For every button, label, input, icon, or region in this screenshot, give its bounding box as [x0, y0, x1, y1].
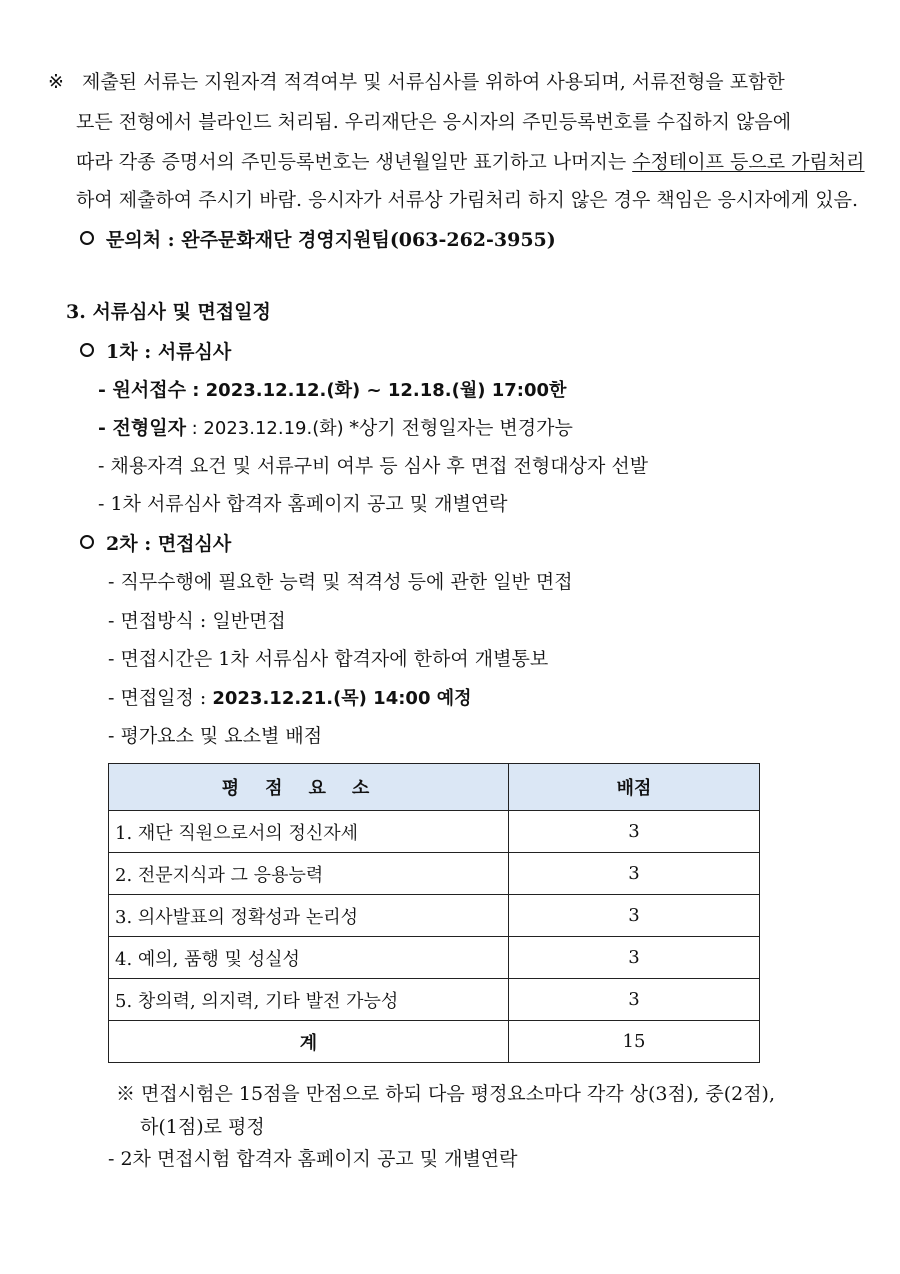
row-score: 3 — [509, 853, 760, 895]
round2-title: 2차 : 면접심사 — [106, 533, 232, 555]
round2-item-1: - 직무수행에 필요한 능력 및 적격성 등에 관한 일반 면접 — [108, 571, 573, 593]
receipt-value: : 2023.12.12.(화) ~ 12.18.(월) 17:00한 — [185, 380, 567, 401]
table-row — [109, 979, 760, 1021]
circle-bullet-icon — [80, 535, 94, 549]
interview-date-value: 2023.12.21.(목) 14:00 예정 — [212, 688, 472, 709]
header-score: 배점 — [509, 764, 760, 811]
table-row — [109, 811, 760, 853]
row-score: 3 — [509, 811, 760, 853]
notice-line-1: 제출된 서류는 지원자격 적격여부 및 서류심사를 위하여 사용되며, 서류전형을 포함한 — [81, 71, 785, 93]
notice-line-2: 모든 전형에서 블라인드 처리됨. 우리재단은 응시자의 주민등록번호를 수집하지 않음에 — [76, 111, 792, 133]
circle-bullet-icon — [80, 231, 94, 245]
notice-underlined-text: 수정테이프 등으로 가림처리 — [632, 151, 865, 173]
row-score: 3 — [509, 937, 760, 979]
exam-date-label: - 전형일자 — [98, 417, 186, 439]
reference-mark: ※ — [48, 71, 64, 93]
row-score: 3 — [509, 895, 760, 937]
round1-item-1: - 채용자격 요건 및 서류구비 여부 등 심사 후 면접 전형대상자 선발 — [98, 455, 649, 477]
table-total-row — [109, 1021, 760, 1063]
exam-date-value: : 2023.12.19.(화) — [185, 418, 350, 439]
header-item: 평점요소 — [109, 764, 509, 811]
interview-date-label: - 면접일정 : — [108, 687, 213, 709]
footnote-line-2: 하(1점)로 평정 — [140, 1116, 265, 1138]
round1-title: 1차 : 서류심사 — [106, 341, 232, 363]
round2-item-3: - 면접시간은 1차 서류심사 합격자에 한하여 개별통보 — [108, 648, 549, 670]
table-row — [109, 895, 760, 937]
score-table — [108, 763, 760, 1063]
exam-date-note: *상기 전형일자는 변경가능 — [349, 417, 573, 439]
total-label: 계 — [109, 1021, 509, 1063]
footnote-line-3: - 2차 면접시험 합격자 홈페이지 공고 및 개별연락 — [108, 1148, 518, 1170]
footnote-line-1: ※ 면접시험은 15점을 만점으로 하되 다음 평정요소마다 각각 상(3점), 중(2점), — [116, 1083, 775, 1105]
table-header-row — [109, 764, 760, 811]
receipt-label: - 원서접수 — [98, 379, 186, 401]
row-item: 2. 전문지식과 그 응용능력 — [109, 853, 509, 895]
row-item: 4. 예의, 품행 및 성실성 — [109, 937, 509, 979]
round1-item-2: - 1차 서류심사 합격자 홈페이지 공고 및 개별연락 — [98, 493, 508, 515]
contact-info: 문의처 : 완주문화재단 경영지원팀(063-262-3955) — [106, 229, 556, 251]
row-score: 3 — [509, 979, 760, 1021]
row-item: 1. 재단 직원으로서의 정신자세 — [109, 811, 509, 853]
table-row — [109, 937, 760, 979]
notice-line-3: 따라 각종 증명서의 주민등록번호는 생년월일만 표기하고 나머지는 — [76, 151, 633, 173]
round2-item-2: - 면접방식 : 일반면접 — [108, 610, 286, 632]
row-item: 3. 의사발표의 정확성과 논리성 — [109, 895, 509, 937]
row-item: 5. 창의력, 의지력, 기타 발전 가능성 — [109, 979, 509, 1021]
notice-line-4: 하여 제출하여 주시기 바람. 응시자가 서류상 가림처리 하지 않은 경우 책임은 응시자에게 있음. — [76, 189, 859, 211]
section-title: 3. 서류심사 및 면접일정 — [66, 301, 271, 323]
table-row — [109, 853, 760, 895]
round2-item-5: - 평가요소 및 요소별 배점 — [108, 725, 323, 747]
total-score: 15 — [509, 1021, 760, 1063]
circle-bullet-icon — [80, 343, 94, 357]
